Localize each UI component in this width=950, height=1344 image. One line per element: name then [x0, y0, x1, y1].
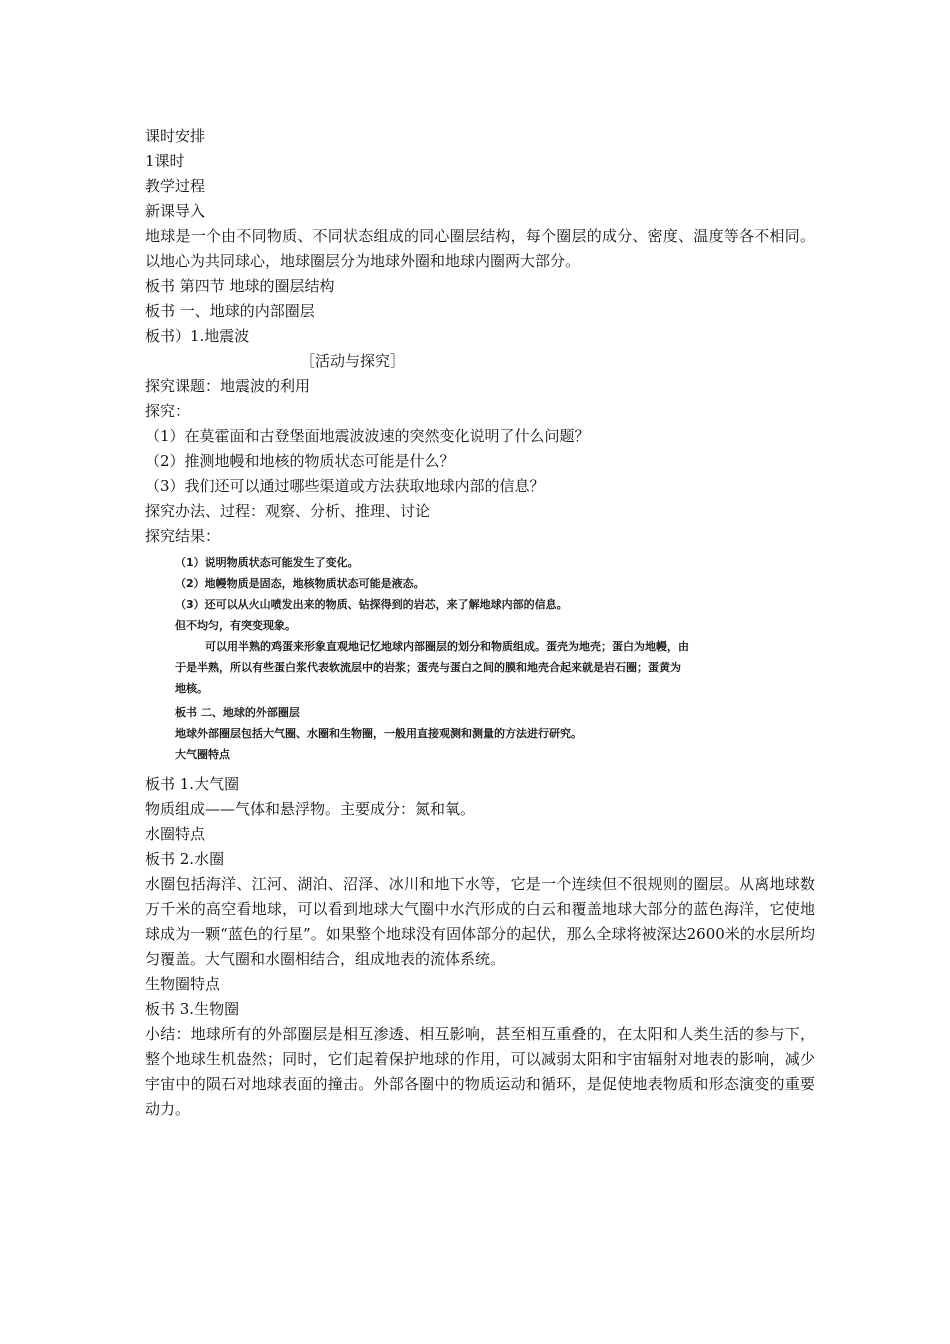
board-seismic-wave: 板书）1.地震波: [145, 327, 250, 345]
heading-process: 教学过程: [145, 177, 206, 195]
atmosphere-composition: 物质组成——气体和悬浮物。主要成分：氮和氧。: [145, 800, 476, 818]
board-inner-layers: 板书 一、地球的内部圈层: [145, 302, 315, 320]
inquiry-question-3: （3）我们还可以通过哪些渠道或方法获取地球内部的信息？: [145, 477, 545, 495]
hydrosphere-features-heading: 水圈特点: [145, 825, 206, 843]
board-hydrosphere: 板书 2.水圈: [145, 850, 225, 868]
inquiry-label: 探究：: [145, 402, 191, 420]
paragraph-hydrosphere: 水圈包括海洋、江河、湖泊、沼泽、冰川和地下水等，它是一个连续但不很规则的圈层。从离地球数万千米的高空看地球，可以看到地球大气圈中水汽形成的白云和覆盖地球大部分的蓝色海洋，它使地球成为一颗“蓝色的行星”。如果整个地球没有固体部分的起伏，那么全球将被深达2600米的水层所均匀覆盖。大气圈和水圈相结合，组成地表的流体系统。: [145, 875, 815, 968]
inquiry-result-label: 探究结果：: [145, 527, 221, 545]
outer-layers-intro: 地球外部圈层包括大气圈、水圈和生物圈，一般用直接观测和测量的方法进行研究。: [175, 727, 582, 740]
egg-analogy-line-3: 地核。: [175, 682, 208, 695]
text-hours: 1课时: [145, 152, 185, 170]
board-atmosphere: 板书 1.大气圈: [145, 775, 240, 793]
paragraph-summary: 小结：地球所有的外部圈层是相互渗透、相互影响，甚至相互重叠的，在太阳和人类生活的参与下，整个地球生机盎然；同时，它们起着保护地球的作用，可以减弱太阳和宇宙辐射对地表的影响，减少宇宙中的陨石对地球表面的撞击。外部各圈中的物质运动和循环，是促使地表物质和形态演变的重要动力。: [145, 1025, 815, 1118]
egg-analogy-line-2: 于是半熟，所以有些蛋白浆代表软流层中的岩浆；蛋壳与蛋白之间的膜和地壳合起来就是岩石圈；蛋黄为: [175, 661, 681, 674]
inquiry-topic: 探究课题：地震波的利用: [145, 377, 311, 395]
board-biosphere: 板书 3.生物圈: [145, 1000, 240, 1018]
result-note: 但不均匀，有突变现象。: [175, 619, 296, 632]
egg-analogy-line-1: 可以用半熟的鸡蛋来形象直观地记忆地球内部圈层的划分和物质组成。蛋壳为地壳；蛋白为地幔，由: [205, 640, 689, 653]
paragraph-intro: 地球是一个由不同物质、不同状态组成的同心圈层结构，每个圈层的成分、密度、温度等各不相同。以地心为共同球心，地球圈层分为地球外圈和地球内圈两大部分。: [145, 227, 815, 270]
board-section-four: 板书 第四节 地球的圈层结构: [145, 277, 335, 295]
biosphere-features-heading: 生物圈特点: [145, 975, 221, 993]
inquiry-method: 探究办法、过程：观察、分析、推理、讨论: [145, 502, 431, 520]
activity-title: ［活动与探究］: [300, 352, 406, 370]
inquiry-question-2: （2）推测地幔和地核的物质状态可能是什么？: [145, 452, 455, 470]
inquiry-question-1: （1）在莫霍面和古登堡面地震波波速的突然变化说明了什么问题？: [145, 427, 590, 445]
board-outer-layers: 板书 二、地球的外部圈层: [175, 706, 300, 719]
heading-intro: 新课导入: [145, 202, 206, 220]
result-2: （2）地幔物质是固态，地核物质状态可能是液态。: [175, 577, 425, 590]
atmosphere-features-heading: 大气圈特点: [175, 748, 230, 761]
result-1: （1）说明物质状态可能发生了变化。: [175, 556, 359, 569]
heading-schedule: 课时安排: [145, 127, 206, 145]
result-3: （3）还可以从火山喷发出来的物质、钻探得到的岩芯，来了解地球内部的信息。: [175, 598, 568, 611]
